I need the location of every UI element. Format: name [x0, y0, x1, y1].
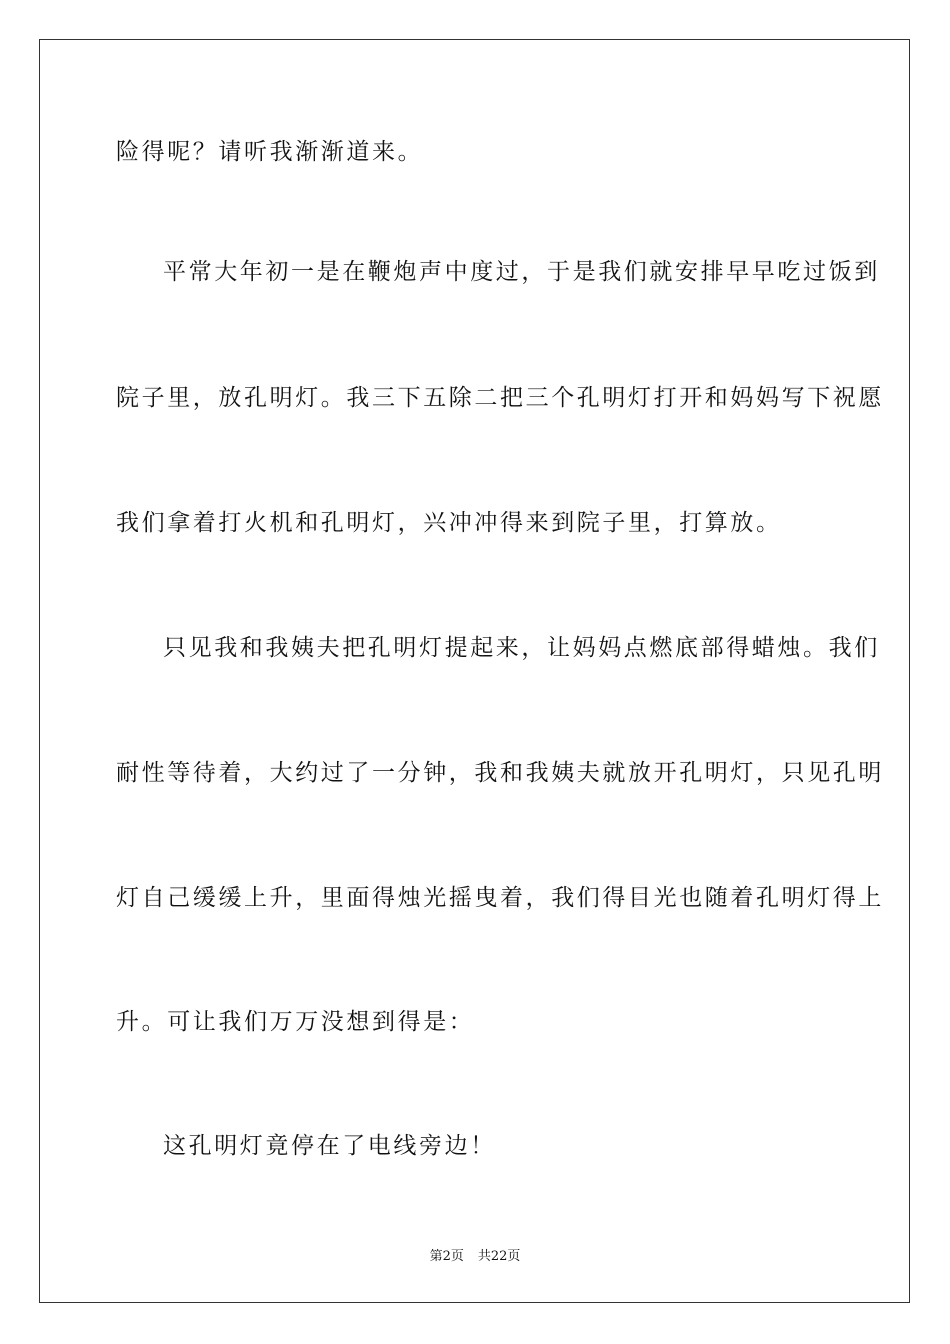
text-line-2: 平常大年初一是在鞭炮声中度过，于是我们就安排早早吃过饭到 [163, 259, 880, 285]
text-line-4: 我们拿着打火机和孔明灯，兴冲冲得来到院子里，打算放。 [116, 510, 782, 536]
page-footer [0, 1248, 950, 1266]
text-line-5: 只见我和我姨夫把孔明灯提起来，让妈妈点燃底部得蜡烛。我们 [163, 635, 880, 661]
text-line-6: 耐性等待着，大约过了一分钟，我和我姨夫就放开孔明灯，只见孔明 [116, 760, 884, 786]
text-line-8: 升。可让我们万万没想到得是： [116, 1009, 475, 1035]
page-border [39, 39, 910, 1303]
text-line-7: 灯自己缓缓上升，里面得烛光摇曳着，我们得目光也随着孔明灯得上 [116, 885, 884, 911]
text-line-1: 险得呢？请听我渐渐道来。 [116, 139, 424, 165]
page-number-total: 共22页 [477, 1249, 521, 1264]
text-line-9: 这孔明灯竟停在了电线旁边！ [163, 1133, 496, 1159]
page-number-current: 第2页 [429, 1249, 464, 1264]
text-line-3: 院子里，放孔明灯。我三下五除二把三个孔明灯打开和妈妈写下祝愿 [116, 385, 884, 411]
